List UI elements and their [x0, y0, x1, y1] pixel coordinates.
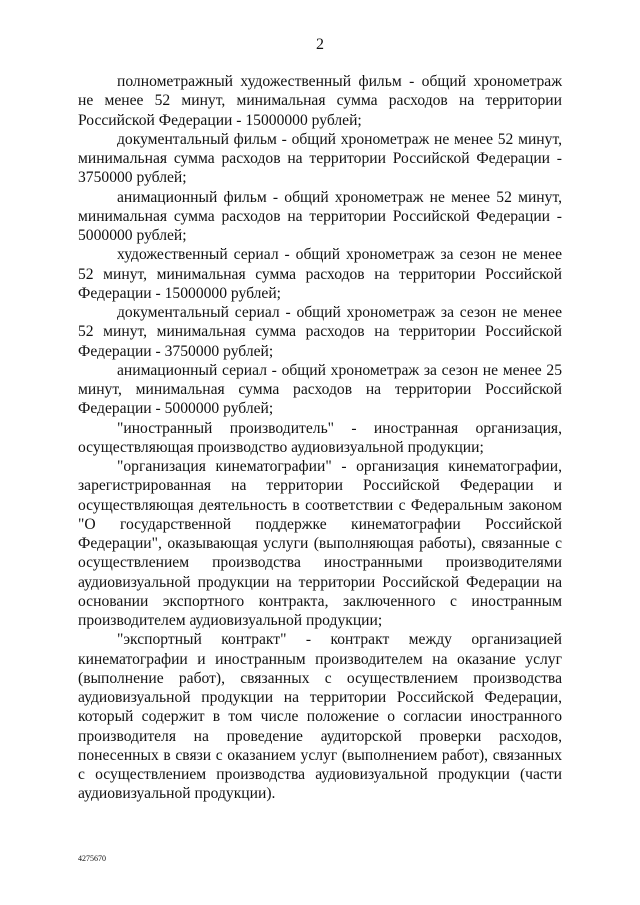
paragraph-export-contract: "экспортный контракт" - контракт между организацией кинематографии и иностранным производителем на оказание услуг (выполнение работ), связанных с осуществлением производства аудиовизуальной продукции на территории Российской Федерации, который содержит в том числе положение о согласии иностранного производителя на проведение аудиторской проверки расходов, понесенных в связи с оказанием услуг (выполнением работ), связанных с осуществлением производства аудиовизуальной продукции (части аудиовизуальной продукции).	[78, 631, 562, 803]
document-body	[78, 72, 562, 804]
paragraph-cinema-organization: "организация кинематографии" - организация кинематографии, зарегистрированная на территории Российской Федерации и осуществляющая деятельность в соответствии с Федеральным законом "О государственной поддержке кинематографии Российской Федерации", оказывающая услуги (выполняющая работы), связанные с осуществлением производства иностранными производителями аудиовизуальной продукции на территории Российской Федерации на основании экспортного контракта, заключенного с иностранным производителем аудиовизуальной продукции;	[78, 458, 562, 629]
document-code: 4275670	[78, 854, 106, 863]
paragraph-foreign-producer: "иностранный производитель" - иностранная организация, осуществляющая производство аудиовизуальной продукции;	[78, 419, 562, 456]
page-number: 2	[316, 36, 324, 53]
paragraph-feature-film: полнометражный художественный фильм - общий хронометраж не менее 52 минут, минимальная сумма расходов на территории Российской Федерации - 15000000 рублей;	[78, 73, 562, 129]
paragraph-documentary-film: документальный фильм - общий хронометраж не менее 52 минут, минимальная сумма расходов на территории Российской Федерации - 3750000 рублей;	[78, 130, 562, 187]
paragraph-animated-series: анимационный сериал - общий хронометраж за сезон не менее 25 минут, минимальная сумма расходов на территории Российской Федерации - 5000000 рублей;	[78, 361, 562, 418]
paragraph-feature-series: художественный сериал - общий хронометраж за сезон не менее 52 минут, минимальная сумма расходов на территории Российской Федерации - 15000000 рублей;	[78, 246, 562, 302]
paragraph-animated-film: анимационный фильм - общий хронометраж не менее 52 минут, минимальная сумма расходов на территории Российской Федерации - 5000000 рублей;	[78, 188, 562, 244]
paragraph-documentary-series: документальный сериал - общий хронометраж за сезон не менее 52 минут, минимальная сумма расходов на территории Российской Федерации - 3750000 рублей;	[78, 304, 562, 360]
